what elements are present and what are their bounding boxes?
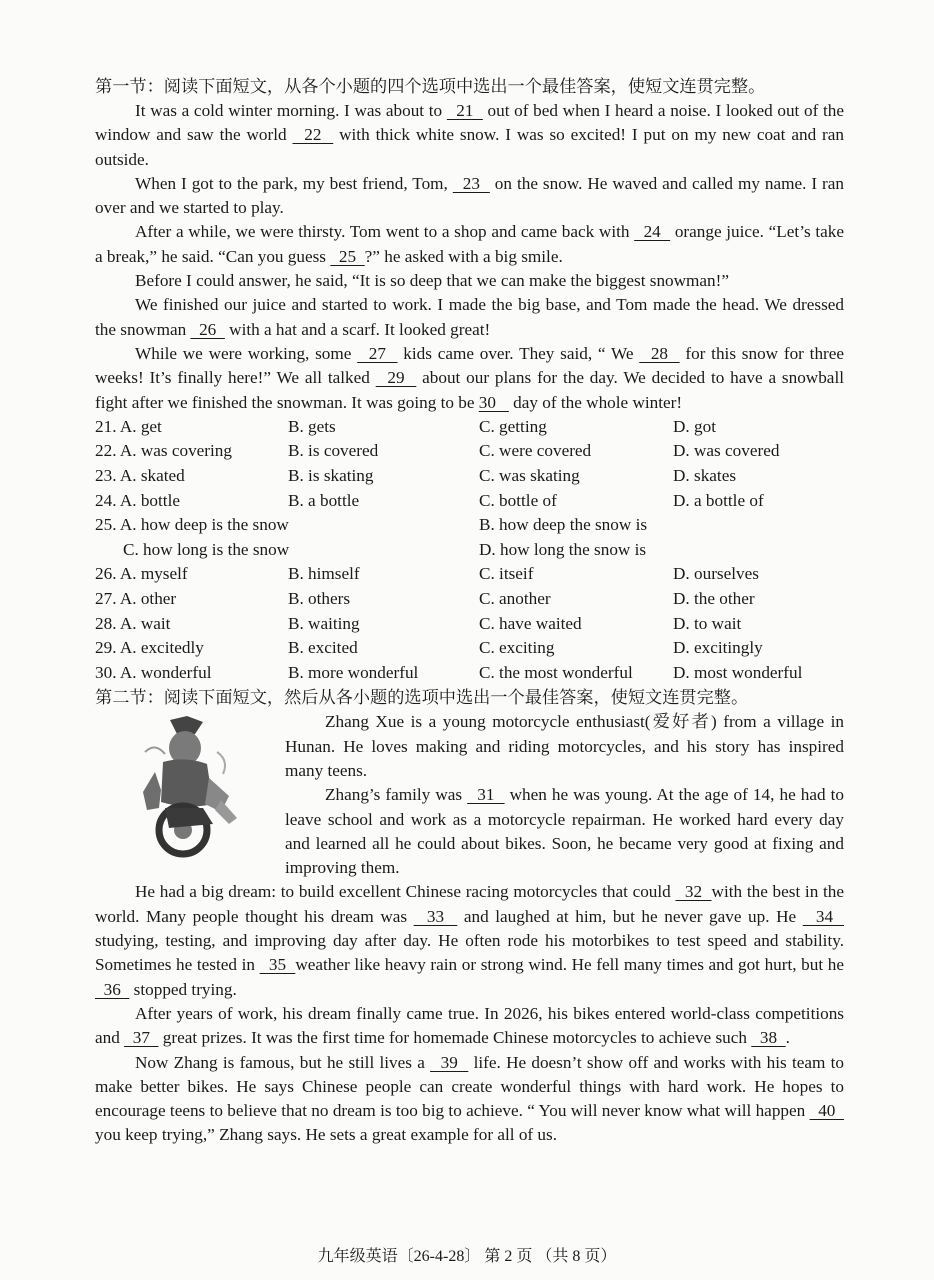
s1-paragraph: We finished our juice and started to work. I made the big base, and Tom made the head. We dressed the snowman 26 with a hat and a scarf. It looked great! [95,295,844,339]
options-row-26 [95,562,844,587]
s2-paragraph: After years of work, his dream finally came true. In 2026, his bikes entered world-class competitions and 37 great prizes. It was the first time for homemade Chinese motorcycles to achieve such 38 . [95,1003,844,1048]
blank-28: 28 [639,343,680,363]
blank-24: 24 [634,222,671,242]
page-footer: 九年级英语〔26-4-28〕 第 2 页 （共 8 页） [317,1248,617,1265]
option[interactable]: B. excited [288,638,358,658]
s1-paragraph: Before I could answer, he said, “It is so deep that we can make the biggest snowman!” [135,271,729,291]
blank-40: 40 [809,1101,844,1121]
options-row-22 [95,439,844,464]
option[interactable]: C. itseif [479,564,534,584]
option[interactable]: D. most wonderful [673,662,803,682]
option[interactable]: D. how long the snow is [479,539,647,559]
option[interactable]: D. to wait [673,613,742,633]
blank-38: 38 [751,1028,786,1048]
option[interactable]: B. how deep the snow is [479,515,648,535]
blank-34: 34 [802,906,845,926]
blank-35: 35 [259,955,296,975]
option[interactable]: 22. A. was covering [95,441,232,461]
s2-paragraph: He had a big dream: to build excellent Chinese racing motorcycles that could 32 with the best in the world. Many people thought his dream was 33 and laughed at him, but he never gave up. He 34 studying, testing, and improving day after day. He often rode his motorbikes to test speed and stability. Sometimes he tested in 35 weather like heavy rain or strong wind. He fell many times and got hurt, but he 36 stopped trying. [95,882,845,999]
option[interactable]: D. the other [673,589,755,609]
option[interactable]: 27. A. other [95,589,177,609]
option[interactable]: 26. A. myself [95,564,188,584]
option[interactable]: 24. A. bottle [95,490,180,510]
option[interactable]: C. was skating [479,466,580,486]
section1-passage [95,99,844,415]
options-row-23 [95,464,844,489]
option[interactable]: D. skates [673,466,737,486]
option[interactable]: 30. A. wonderful [95,662,212,682]
options-row-24 [95,489,844,514]
option[interactable]: C. getting [479,416,547,436]
option[interactable]: D. got [673,416,716,436]
s1-paragraph: After a while, we were thirsty. Tom went to a shop and came back with 24 orange juice. “Let’s take a break,” he said. “Can you guess 25 ?” he asked with a big smile. [95,222,844,266]
option[interactable]: 23. A. skated [95,466,185,486]
options-row-29 [95,636,844,661]
option[interactable]: B. more wonderful [288,662,419,682]
option[interactable]: C. exciting [479,638,555,658]
blank-29: 29 [375,368,417,388]
option[interactable]: B. waiting [288,613,360,633]
motorcycle-rider-icon [125,712,275,862]
option[interactable]: B. a bottle [288,490,360,510]
options-row-30 [95,661,844,686]
option[interactable]: C. another [479,589,551,609]
blank-30: 30 [478,392,509,412]
option[interactable]: C. have waited [479,613,582,633]
blank-37: 37 [124,1028,159,1048]
options-row-25b [95,538,844,563]
option[interactable]: C. how long is the snow [123,539,290,559]
blank-26: 26 [190,319,225,339]
blank-21: 21 [446,101,483,120]
option[interactable]: D. a bottle of [673,490,764,510]
blank-36: 36 [95,979,130,999]
blank-23: 23 [452,173,490,193]
option[interactable]: C. the most wonderful [479,662,633,682]
s2-paragraph: Now Zhang is famous, but he still lives a 39 life. He doesn’t show off and works with his team to make better bikes. He says Chinese people can create wonderful things with hard work. He hopes to encourage teens to believe that no dream is too big to achieve. “ You will never know what will happen 40 you keep trying,” Zhang says. He sets a great example for all of us. [95,1052,844,1145]
s2-paragraph: Zhang’s family was 31 when he was young. At the age of 14, he had to leave school and work as a motorcycle repairman. He worked hard every day and learned all he could about bikes. Soon, he became very good at fixing and improving them. [285,785,844,878]
option[interactable]: B. others [288,589,351,609]
option[interactable]: C. bottle of [479,490,557,510]
blank-22: 22 [292,125,334,145]
blank-33: 33 [413,906,458,926]
blank-27: 27 [357,343,398,363]
blank-32: 32 [675,882,712,902]
option[interactable]: 21. A. get [95,416,162,436]
s1-paragraph: When I got to the park, my best friend, Tom, 23 on the snow. He waved and called my name. I ran over and we started to play. [95,173,844,218]
option[interactable]: 28. A. wait [95,613,171,633]
s2-paragraph: Zhang Xue is a young motorcycle enthusiast(爱好者) from a village in Hunan. He loves making and riding motorcycles, and his story has inspired many teens. [285,712,844,780]
option[interactable]: 29. A. excitedly [95,638,204,658]
option[interactable]: B. is skating [288,466,374,486]
options-row-28 [95,612,844,637]
motorcycle-rider-illustration [125,712,275,862]
section1-options [95,415,844,686]
option[interactable]: B. himself [288,564,360,584]
option[interactable]: B. gets [288,416,336,436]
section2-passage [95,710,844,1147]
blank-39: 39 [430,1052,469,1072]
blank-25: 25 [330,246,365,266]
options-row-25a [95,513,844,538]
blank-31: 31 [467,785,505,805]
option[interactable]: B. is covered [288,441,379,461]
section2-title: 第二节：阅读下面短文，然后从各小题的选项中选出一个最佳答案，使短文连贯完整。 [95,688,749,708]
option[interactable]: D. ourselves [673,564,759,584]
option[interactable]: C. were covered [479,441,592,461]
options-row-21 [95,415,844,440]
s1-paragraph: While we were working, some 27 kids came over. They said, “ We 28 for this snow for three weeks! It’s finally here!” We all talked 29 about our plans for the day. We decided to have a snowball fight after we finished the snowman. It was going to be 30 day of the whole winter! [95,343,845,412]
option[interactable]: 25. A. how deep is the snow [95,515,289,535]
option[interactable]: D. was covered [673,441,780,461]
section1-title: 第一节：阅读下面短文，从各个小题的四个选项中选出一个最佳答案，使短文连贯完整。 [95,77,766,96]
s1-paragraph: It was a cold winter morning. I was about to 21 out of bed when I heard a noise. I looked out of the window and saw the world 22 with thick white snow. I was so excited! I put on my new coat and ran outside. [95,101,845,169]
options-row-27 [95,587,844,612]
option[interactable]: D. excitingly [673,638,763,658]
